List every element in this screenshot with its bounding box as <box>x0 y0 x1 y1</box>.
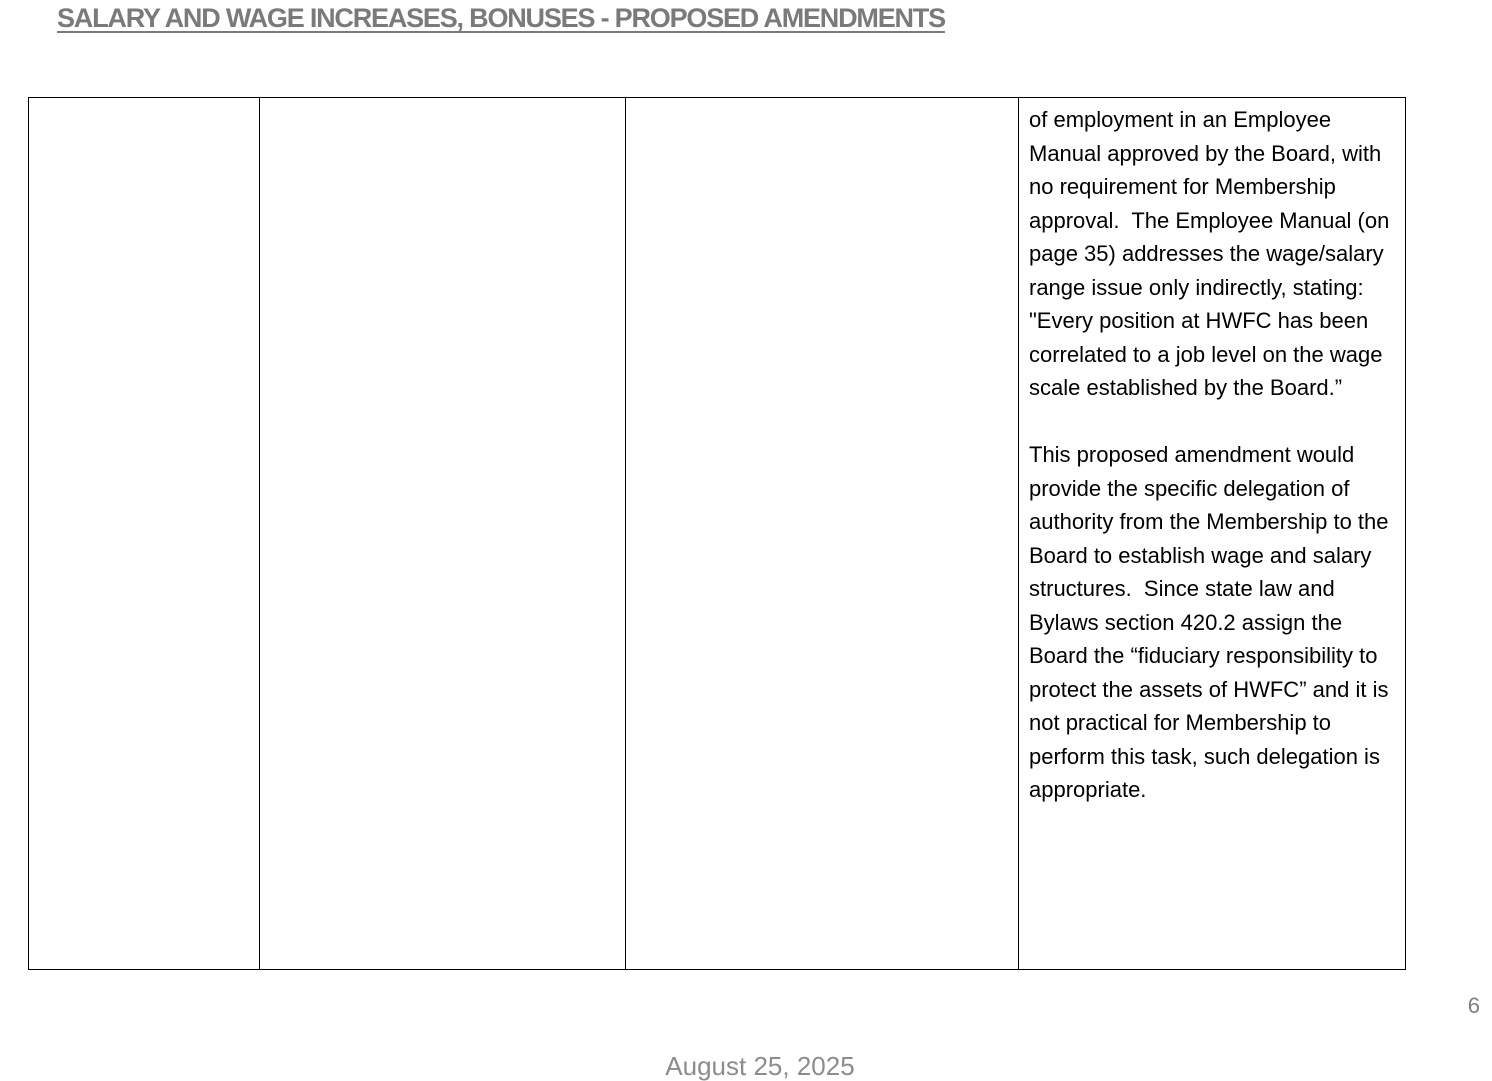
table-row <box>29 98 1406 970</box>
amendments-table <box>28 97 1406 970</box>
table-cell-col1-empty <box>29 98 260 970</box>
table-cell-rationale-text <box>1019 98 1406 970</box>
document-title: SALARY AND WAGE INCREASES, BONUSES - PROPOSED AMENDMENTS <box>57 3 945 33</box>
table-cell-col3-empty <box>626 98 1019 970</box>
footer-date: August 25, 2025 <box>665 1051 855 1081</box>
rationale-paragraph-2: This proposed amendment would provide the specific delegation of authority from the Membership to the Board to establish wage and salary structures. Since state law and Bylaws section 420.2 assign the Board the “fiduciary responsibility to protect the assets of HWFC” and it is not practical for Membership to perform this task, such delegation is appropriate. <box>1029 442 1395 802</box>
rationale-paragraph-1: of employment in an Employee Manual approved by the Board, with no requirement for Membership approval. The Employee Manual (on page 35) addresses the wage/salary range issue only indirectly, stating: "Every position at HWFC has been correlated to a job level on the wage scale established by the Board.” <box>1029 107 1396 400</box>
page-number: 6 <box>1467 993 1480 1018</box>
table-cell-col2-empty <box>260 98 626 970</box>
